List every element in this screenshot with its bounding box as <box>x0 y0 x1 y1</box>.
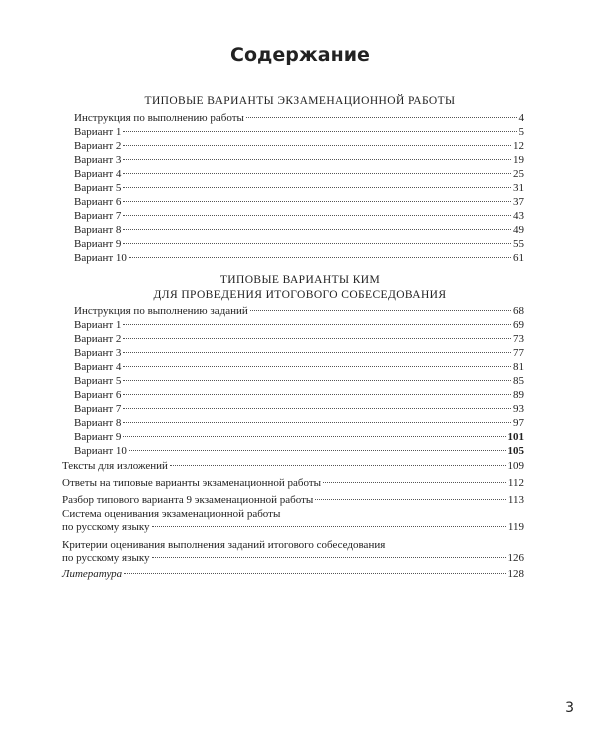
toc-entry-label: Ответы на типовые варианты экзаменационной работы <box>62 477 322 489</box>
toc-entry[interactable] <box>74 167 524 181</box>
toc-entry-page: 85 <box>513 375 524 387</box>
page-title: Содержание <box>230 44 370 66</box>
toc-entry-label: Вариант 1 <box>74 126 122 138</box>
toc-entry-label: Вариант 10 <box>74 252 127 264</box>
toc-entry[interactable] <box>74 374 524 388</box>
toc-entry[interactable] <box>74 111 524 125</box>
leader-dots <box>315 499 506 500</box>
leader-dots <box>123 159 511 160</box>
toc-entry-page: 105 <box>507 445 524 457</box>
toc-entry-label: Вариант 2 <box>74 333 122 345</box>
toc-entry[interactable] <box>74 223 524 237</box>
toc-entry[interactable] <box>74 332 524 346</box>
toc-entry-page: 73 <box>513 333 524 345</box>
toc-entry-grading-line1: Система оценивания экзаменационной работы <box>62 508 281 520</box>
leader-dots <box>123 324 511 325</box>
toc-entry[interactable] <box>74 388 524 402</box>
toc-entry-page: 81 <box>513 361 524 373</box>
toc-entry[interactable] <box>74 251 524 265</box>
leader-dots <box>123 201 511 202</box>
toc-entry-label: Вариант 6 <box>74 389 122 401</box>
toc-entry-label: Вариант 2 <box>74 140 122 152</box>
toc-entry-page: 49 <box>513 224 524 236</box>
toc-entry[interactable] <box>74 153 524 167</box>
toc-entry[interactable] <box>74 402 524 416</box>
leader-dots <box>123 173 511 174</box>
toc-entry-label: Вариант 3 <box>74 154 122 166</box>
toc-entry-page: 126 <box>507 552 524 564</box>
toc-entry-label: Вариант 4 <box>74 168 122 180</box>
toc-entry-page: 31 <box>513 182 524 194</box>
section2-heading-line2: ДЛЯ ПРОВЕДЕНИЯ ИТОГОВОГО СОБЕСЕДОВАНИЯ <box>153 289 447 301</box>
toc-entry-label: Инструкция по выполнению заданий <box>74 305 248 317</box>
toc-entry-label: Вариант 10 <box>74 445 127 457</box>
leader-dots <box>246 117 517 118</box>
toc-entry[interactable] <box>74 125 524 139</box>
toc-entry[interactable] <box>74 304 524 318</box>
toc-entry-label: Вариант 4 <box>74 361 122 373</box>
leader-dots <box>123 380 511 381</box>
toc-entry-label: по русскому языку <box>62 521 150 533</box>
toc-entry-label: по русскому языку <box>62 552 150 564</box>
toc-entry-page: 89 <box>513 389 524 401</box>
toc-entry-page: 77 <box>513 347 524 359</box>
leader-dots <box>152 526 506 527</box>
toc-entry-page: 12 <box>513 140 524 152</box>
toc-entry-label: Вариант 6 <box>74 196 122 208</box>
toc-entry-page: 119 <box>507 521 524 533</box>
toc-entry-label: Разбор типового варианта 9 экзаменационной работы <box>62 494 314 506</box>
toc-entry-label: Вариант 5 <box>74 375 122 387</box>
page-number: 3 <box>565 700 574 716</box>
leader-dots <box>129 450 506 451</box>
toc-entry-label: Вариант 9 <box>74 431 122 443</box>
leader-dots <box>123 243 511 244</box>
toc-entry-page: 128 <box>507 568 524 580</box>
leader-dots <box>123 352 511 353</box>
toc-entry-label: Инструкция по выполнению работы <box>74 112 244 124</box>
leader-dots <box>123 408 511 409</box>
toc-entry[interactable] <box>74 195 524 209</box>
toc-entry-page: 97 <box>513 417 524 429</box>
toc-entry-criteria[interactable] <box>62 551 524 565</box>
toc-entry-criteria-line1: Критерии оценивания выполнения заданий итогового собеседования <box>62 539 386 551</box>
leader-dots <box>323 482 506 483</box>
toc-entry-page: 25 <box>513 168 524 180</box>
leader-dots <box>123 394 511 395</box>
leader-dots <box>123 145 511 146</box>
toc-entry-page: 69 <box>513 319 524 331</box>
toc-entry-answers[interactable] <box>62 476 524 490</box>
toc-entry-label: Вариант 9 <box>74 238 122 250</box>
toc-entry-page: 109 <box>507 460 524 472</box>
toc-entry-label: Литература <box>62 568 123 580</box>
section1-heading: ТИПОВЫЕ ВАРИАНТЫ ЭКЗАМЕНАЦИОННОЙ РАБОТЫ <box>144 95 456 107</box>
toc-entry[interactable] <box>74 346 524 360</box>
toc-entry-page: 37 <box>513 196 524 208</box>
leader-dots <box>170 465 506 466</box>
leader-dots <box>123 436 505 437</box>
toc-entry-page: 43 <box>513 210 524 222</box>
toc-entry-page: 113 <box>507 494 524 506</box>
leader-dots <box>123 229 511 230</box>
toc-entry[interactable] <box>74 318 524 332</box>
toc-entry-page: 55 <box>513 238 524 250</box>
toc-entry[interactable] <box>74 181 524 195</box>
leader-dots <box>123 187 511 188</box>
toc-entry-label: Вариант 7 <box>74 210 122 222</box>
toc-entry-page: 4 <box>518 112 524 124</box>
leader-dots <box>123 366 511 367</box>
toc-entry[interactable] <box>74 430 524 444</box>
leader-dots <box>124 573 505 574</box>
toc-entry-analysis[interactable] <box>62 493 524 507</box>
leader-dots <box>152 557 506 558</box>
toc-entry-label: Вариант 7 <box>74 403 122 415</box>
leader-dots <box>123 338 511 339</box>
toc-entry-label: Тексты для изложений <box>62 460 168 472</box>
toc-entry-label: Вариант 1 <box>74 319 122 331</box>
toc-entry[interactable] <box>74 444 524 458</box>
leader-dots <box>250 310 511 311</box>
toc-entry-label: Вариант 8 <box>74 417 122 429</box>
toc-entry-page: 112 <box>507 477 524 489</box>
toc-entry-label: Вариант 8 <box>74 224 122 236</box>
toc-entry-page: 19 <box>513 154 524 166</box>
leader-dots <box>123 215 511 216</box>
toc-entry-grading[interactable] <box>62 520 524 534</box>
leader-dots <box>123 131 516 132</box>
toc-entry[interactable] <box>74 139 524 153</box>
toc-entry-label: Вариант 3 <box>74 347 122 359</box>
toc-entry-literature[interactable] <box>62 567 524 581</box>
toc-entry[interactable] <box>74 237 524 251</box>
leader-dots <box>123 422 511 423</box>
toc-entry-label: Вариант 5 <box>74 182 122 194</box>
toc-entry-page: 68 <box>513 305 524 317</box>
toc-entry-page: 101 <box>507 431 524 443</box>
toc-entry[interactable] <box>74 209 524 223</box>
toc-entry[interactable] <box>74 360 524 374</box>
toc-entry-texts[interactable] <box>62 459 524 473</box>
toc-entry-page: 93 <box>513 403 524 415</box>
toc-entry[interactable] <box>74 416 524 430</box>
toc-entry-page: 61 <box>513 252 524 264</box>
toc-entry-page: 5 <box>518 126 524 138</box>
section2-heading-line1: ТИПОВЫЕ ВАРИАНТЫ КИМ <box>219 274 381 286</box>
leader-dots <box>129 257 511 258</box>
